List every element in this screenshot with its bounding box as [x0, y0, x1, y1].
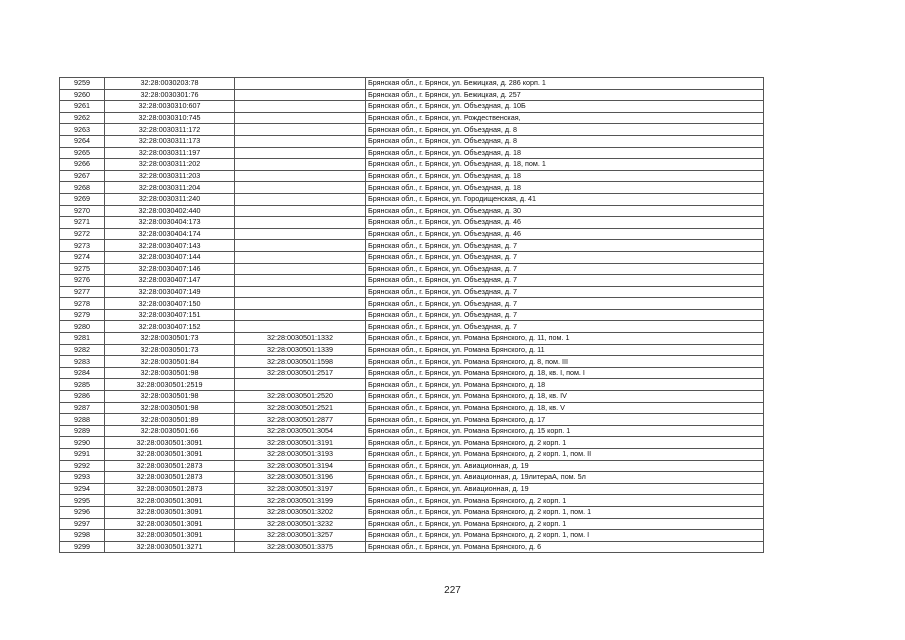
- table-row: [60, 193, 764, 205]
- address-cell: Брянская обл., г. Брянск, ул. Романа Брянского, д. 2 корп. 1, пом. II: [366, 449, 764, 461]
- table-row: [60, 321, 764, 333]
- row-number-cell: 9299: [60, 541, 105, 553]
- table-row: [60, 251, 764, 263]
- row-number-cell: 9289: [60, 425, 105, 437]
- premises-cadastral-number-cell: [235, 286, 366, 298]
- table-row: [60, 379, 764, 391]
- cadastral-number-cell: 32:28:0030501:3091: [105, 495, 235, 507]
- table-row: [60, 391, 764, 403]
- property-registry-table: [59, 77, 764, 553]
- cadastral-number-cell: 32:28:0030402:440: [105, 205, 235, 217]
- premises-cadastral-number-cell: 32:28:0030501:2520: [235, 391, 366, 403]
- premises-cadastral-number-cell: [235, 124, 366, 136]
- table-row: [60, 101, 764, 113]
- row-number-cell: 9287: [60, 402, 105, 414]
- cadastral-number-cell: 32:28:0030203:78: [105, 78, 235, 90]
- table-row: [60, 275, 764, 287]
- table-row: [60, 472, 764, 484]
- address-cell: Брянская обл., г. Брянск, ул. Объездная, д. 7: [366, 321, 764, 333]
- table-row: [60, 506, 764, 518]
- premises-cadastral-number-cell: [235, 379, 366, 391]
- cadastral-number-cell: 32:28:0030311:172: [105, 124, 235, 136]
- row-number-cell: 9274: [60, 251, 105, 263]
- row-number-cell: 9294: [60, 483, 105, 495]
- address-cell: Брянская обл., г. Брянск, ул. Романа Брянского, д. 2 корп. 1, пом. 1: [366, 506, 764, 518]
- table-row: [60, 437, 764, 449]
- cadastral-number-cell: 32:28:0030501:3091: [105, 530, 235, 542]
- premises-cadastral-number-cell: [235, 321, 366, 333]
- address-cell: Брянская обл., г. Брянск, ул. Романа Брянского, д. 6: [366, 541, 764, 553]
- cadastral-number-cell: 32:28:0030407:151: [105, 309, 235, 321]
- row-number-cell: 9269: [60, 193, 105, 205]
- cadastral-number-cell: 32:28:0030407:152: [105, 321, 235, 333]
- table-row: [60, 367, 764, 379]
- cadastral-number-cell: 32:28:0030301:76: [105, 89, 235, 101]
- premises-cadastral-number-cell: 32:28:0030501:3193: [235, 449, 366, 461]
- address-cell: Брянская обл., г. Брянск, ул. Объездная, д. 18: [366, 170, 764, 182]
- premises-cadastral-number-cell: 32:28:0030501:2517: [235, 367, 366, 379]
- premises-cadastral-number-cell: 32:28:0030501:1332: [235, 333, 366, 345]
- address-cell: Брянская обл., г. Брянск, ул. Романа Брянского, д. 2 корп. 1: [366, 437, 764, 449]
- address-cell: Брянская обл., г. Брянск, ул. Объездная, д. 7: [366, 251, 764, 263]
- cadastral-number-cell: 32:28:0030501:84: [105, 356, 235, 368]
- table-row: [60, 425, 764, 437]
- cadastral-number-cell: 32:28:0030501:2873: [105, 483, 235, 495]
- table-row: [60, 402, 764, 414]
- cadastral-number-cell: 32:28:0030501:98: [105, 402, 235, 414]
- row-number-cell: 9270: [60, 205, 105, 217]
- address-cell: Брянская обл., г. Брянск, ул. Романа Брянского, д. 15 корп. 1: [366, 425, 764, 437]
- cadastral-number-cell: 32:28:0030404:174: [105, 228, 235, 240]
- address-cell: Брянская обл., г. Брянск, ул. Объездная, д. 7: [366, 309, 764, 321]
- premises-cadastral-number-cell: 32:28:0030501:3054: [235, 425, 366, 437]
- address-cell: Брянская обл., г. Брянск, ул. Объездная, д. 7: [366, 275, 764, 287]
- address-cell: Брянская обл., г. Брянск, ул. Романа Брянского, д. 18, кв. I, пом. I: [366, 367, 764, 379]
- premises-cadastral-number-cell: [235, 101, 366, 113]
- table-row: [60, 217, 764, 229]
- premises-cadastral-number-cell: [235, 298, 366, 310]
- premises-cadastral-number-cell: 32:28:0030501:3194: [235, 460, 366, 472]
- cadastral-number-cell: 32:28:0030501:73: [105, 344, 235, 356]
- cadastral-number-cell: 32:28:0030310:607: [105, 101, 235, 113]
- address-cell: Брянская обл., г. Брянск, ул. Бежицкая, д. 286 корп. 1: [366, 78, 764, 90]
- row-number-cell: 9280: [60, 321, 105, 333]
- cadastral-number-cell: 32:28:0030407:147: [105, 275, 235, 287]
- row-number-cell: 9262: [60, 112, 105, 124]
- cadastral-number-cell: 32:28:0030501:98: [105, 391, 235, 403]
- premises-cadastral-number-cell: 32:28:0030501:1598: [235, 356, 366, 368]
- row-number-cell: 9297: [60, 518, 105, 530]
- table-row: [60, 240, 764, 252]
- table-row: [60, 344, 764, 356]
- table-row: [60, 205, 764, 217]
- premises-cadastral-number-cell: [235, 170, 366, 182]
- premises-cadastral-number-cell: [235, 135, 366, 147]
- table-row: [60, 170, 764, 182]
- table-row: [60, 483, 764, 495]
- cadastral-number-cell: 32:28:0030501:3091: [105, 518, 235, 530]
- table-row: [60, 89, 764, 101]
- address-cell: Брянская обл., г. Брянск, ул. Романа Брянского, д. 2 корп. 1, пом. I: [366, 530, 764, 542]
- address-cell: Брянская обл., г. Брянск, ул. Романа Брянского, д. 11, пом. 1: [366, 333, 764, 345]
- premises-cadastral-number-cell: 32:28:0030501:3375: [235, 541, 366, 553]
- cadastral-number-cell: 32:28:0030404:173: [105, 217, 235, 229]
- table-row: [60, 182, 764, 194]
- row-number-cell: 9278: [60, 298, 105, 310]
- table-row: [60, 228, 764, 240]
- row-number-cell: 9296: [60, 506, 105, 518]
- premises-cadastral-number-cell: [235, 240, 366, 252]
- address-cell: Брянская обл., г. Брянск, ул. Объездная, д. 46: [366, 228, 764, 240]
- premises-cadastral-number-cell: [235, 205, 366, 217]
- cadastral-number-cell: 32:28:0030407:150: [105, 298, 235, 310]
- row-number-cell: 9268: [60, 182, 105, 194]
- premises-cadastral-number-cell: 32:28:0030501:3202: [235, 506, 366, 518]
- row-number-cell: 9292: [60, 460, 105, 472]
- table-row: [60, 530, 764, 542]
- row-number-cell: 9279: [60, 309, 105, 321]
- address-cell: Брянская обл., г. Брянск, ул. Рождественская,: [366, 112, 764, 124]
- premises-cadastral-number-cell: 32:28:0030501:2521: [235, 402, 366, 414]
- address-cell: Брянская обл., г. Брянск, ул. Романа Брянского, д. 18, кв. V: [366, 402, 764, 414]
- table-row: [60, 356, 764, 368]
- address-cell: Брянская обл., г. Брянск, ул. Объездная, д. 18: [366, 147, 764, 159]
- row-number-cell: 9283: [60, 356, 105, 368]
- table-row: [60, 78, 764, 90]
- premises-cadastral-number-cell: [235, 78, 366, 90]
- cadastral-number-cell: 32:28:0030501:2519: [105, 379, 235, 391]
- premises-cadastral-number-cell: [235, 263, 366, 275]
- premises-cadastral-number-cell: [235, 217, 366, 229]
- row-number-cell: 9291: [60, 449, 105, 461]
- cadastral-number-cell: 32:28:0030501:3271: [105, 541, 235, 553]
- address-cell: Брянская обл., г. Брянск, ул. Романа Брянского, д. 11: [366, 344, 764, 356]
- row-number-cell: 9264: [60, 135, 105, 147]
- table-row: [60, 541, 764, 553]
- premises-cadastral-number-cell: [235, 275, 366, 287]
- premises-cadastral-number-cell: [235, 159, 366, 171]
- cadastral-number-cell: 32:28:0030311:202: [105, 159, 235, 171]
- cadastral-number-cell: 32:28:0030501:2873: [105, 472, 235, 484]
- table-row: [60, 124, 764, 136]
- row-number-cell: 9295: [60, 495, 105, 507]
- cadastral-number-cell: 32:28:0030310:745: [105, 112, 235, 124]
- address-cell: Брянская обл., г. Брянск, ул. Авиационная, д. 19литераА, пом. 5л: [366, 472, 764, 484]
- premises-cadastral-number-cell: [235, 147, 366, 159]
- table-row: [60, 159, 764, 171]
- address-cell: Брянская обл., г. Брянск, ул. Объездная, д. 7: [366, 240, 764, 252]
- cadastral-number-cell: 32:28:0030311:203: [105, 170, 235, 182]
- premises-cadastral-number-cell: [235, 112, 366, 124]
- premises-cadastral-number-cell: 32:28:0030501:3232: [235, 518, 366, 530]
- address-cell: Брянская обл., г. Брянск, ул. Романа Брянского, д. 8, пом. III: [366, 356, 764, 368]
- row-number-cell: 9288: [60, 414, 105, 426]
- cadastral-number-cell: 32:28:0030501:66: [105, 425, 235, 437]
- row-number-cell: 9263: [60, 124, 105, 136]
- address-cell: Брянская обл., г. Брянск, ул. Авиационная, д. 19: [366, 483, 764, 495]
- row-number-cell: 9281: [60, 333, 105, 345]
- table-row: [60, 263, 764, 275]
- registry-table-body: [60, 78, 764, 553]
- address-cell: Брянская обл., г. Брянск, ул. Бежицкая, д. 257: [366, 89, 764, 101]
- address-cell: Брянская обл., г. Брянск, ул. Объездная, д. 18, пом. 1: [366, 159, 764, 171]
- cadastral-number-cell: 32:28:0030501:89: [105, 414, 235, 426]
- row-number-cell: 9285: [60, 379, 105, 391]
- page-number: 227: [444, 585, 461, 596]
- row-number-cell: 9273: [60, 240, 105, 252]
- cadastral-number-cell: 32:28:0030501:73: [105, 333, 235, 345]
- address-cell: Брянская обл., г. Брянск, ул. Объездная, д. 18: [366, 182, 764, 194]
- row-number-cell: 9276: [60, 275, 105, 287]
- address-cell: Брянская обл., г. Брянск, ул. Романа Брянского, д. 17: [366, 414, 764, 426]
- table-row: [60, 286, 764, 298]
- premises-cadastral-number-cell: [235, 182, 366, 194]
- cadastral-number-cell: 32:28:0030501:3091: [105, 506, 235, 518]
- cadastral-number-cell: 32:28:0030311:204: [105, 182, 235, 194]
- table-row: [60, 414, 764, 426]
- table-row: [60, 449, 764, 461]
- premises-cadastral-number-cell: [235, 309, 366, 321]
- table-row: [60, 518, 764, 530]
- row-number-cell: 9265: [60, 147, 105, 159]
- address-cell: Брянская обл., г. Брянск, ул. Объездная, д. 8: [366, 124, 764, 136]
- address-cell: Брянская обл., г. Брянск, ул. Объездная, д. 30: [366, 205, 764, 217]
- table-row: [60, 135, 764, 147]
- row-number-cell: 9298: [60, 530, 105, 542]
- premises-cadastral-number-cell: [235, 251, 366, 263]
- row-number-cell: 9260: [60, 89, 105, 101]
- row-number-cell: 9284: [60, 367, 105, 379]
- row-number-cell: 9290: [60, 437, 105, 449]
- premises-cadastral-number-cell: 32:28:0030501:3197: [235, 483, 366, 495]
- cadastral-number-cell: 32:28:0030311:240: [105, 193, 235, 205]
- premises-cadastral-number-cell: 32:28:0030501:3257: [235, 530, 366, 542]
- premises-cadastral-number-cell: [235, 193, 366, 205]
- address-cell: Брянская обл., г. Брянск, ул. Романа Брянского, д. 18, кв. IV: [366, 391, 764, 403]
- cadastral-number-cell: 32:28:0030311:197: [105, 147, 235, 159]
- cadastral-number-cell: 32:28:0030407:146: [105, 263, 235, 275]
- table-row: [60, 147, 764, 159]
- table-row: [60, 309, 764, 321]
- row-number-cell: 9286: [60, 391, 105, 403]
- premises-cadastral-number-cell: [235, 228, 366, 240]
- cadastral-number-cell: 32:28:0030501:3091: [105, 449, 235, 461]
- address-cell: Брянская обл., г. Брянск, ул. Романа Брянского, д. 2 корп. 1: [366, 495, 764, 507]
- address-cell: Брянская обл., г. Брянск, ул. Романа Брянского, д. 18: [366, 379, 764, 391]
- premises-cadastral-number-cell: 32:28:0030501:3191: [235, 437, 366, 449]
- address-cell: Брянская обл., г. Брянск, ул. Объездная, д. 10Б: [366, 101, 764, 113]
- row-number-cell: 9277: [60, 286, 105, 298]
- address-cell: Брянская обл., г. Брянск, ул. Городищенская, д. 41: [366, 193, 764, 205]
- cadastral-number-cell: 32:28:0030407:143: [105, 240, 235, 252]
- row-number-cell: 9267: [60, 170, 105, 182]
- address-cell: Брянская обл., г. Брянск, ул. Объездная, д. 46: [366, 217, 764, 229]
- row-number-cell: 9282: [60, 344, 105, 356]
- row-number-cell: 9261: [60, 101, 105, 113]
- address-cell: Брянская обл., г. Брянск, ул. Романа Брянского, д. 2 корп. 1: [366, 518, 764, 530]
- cadastral-number-cell: 32:28:0030501:3091: [105, 437, 235, 449]
- row-number-cell: 9271: [60, 217, 105, 229]
- cadastral-number-cell: 32:28:0030501:2873: [105, 460, 235, 472]
- address-cell: Брянская обл., г. Брянск, ул. Объездная, д. 7: [366, 263, 764, 275]
- cadastral-number-cell: 32:28:0030501:98: [105, 367, 235, 379]
- premises-cadastral-number-cell: 32:28:0030501:1339: [235, 344, 366, 356]
- row-number-cell: 9275: [60, 263, 105, 275]
- cadastral-number-cell: 32:28:0030311:173: [105, 135, 235, 147]
- premises-cadastral-number-cell: 32:28:0030501:3199: [235, 495, 366, 507]
- table-row: [60, 298, 764, 310]
- table-row: [60, 333, 764, 345]
- row-number-cell: 9266: [60, 159, 105, 171]
- table-row: [60, 495, 764, 507]
- address-cell: Брянская обл., г. Брянск, ул. Объездная, д. 7: [366, 286, 764, 298]
- premises-cadastral-number-cell: [235, 89, 366, 101]
- cadastral-number-cell: 32:28:0030407:149: [105, 286, 235, 298]
- premises-cadastral-number-cell: 32:28:0030501:2877: [235, 414, 366, 426]
- premises-cadastral-number-cell: 32:28:0030501:3196: [235, 472, 366, 484]
- address-cell: Брянская обл., г. Брянск, ул. Объездная, д. 8: [366, 135, 764, 147]
- address-cell: Брянская обл., г. Брянск, ул. Объездная, д. 7: [366, 298, 764, 310]
- row-number-cell: 9272: [60, 228, 105, 240]
- address-cell: Брянская обл., г. Брянск, ул. Авиационная, д. 19: [366, 460, 764, 472]
- table-row: [60, 460, 764, 472]
- table-row: [60, 112, 764, 124]
- cadastral-number-cell: 32:28:0030407:144: [105, 251, 235, 263]
- row-number-cell: 9259: [60, 78, 105, 90]
- row-number-cell: 9293: [60, 472, 105, 484]
